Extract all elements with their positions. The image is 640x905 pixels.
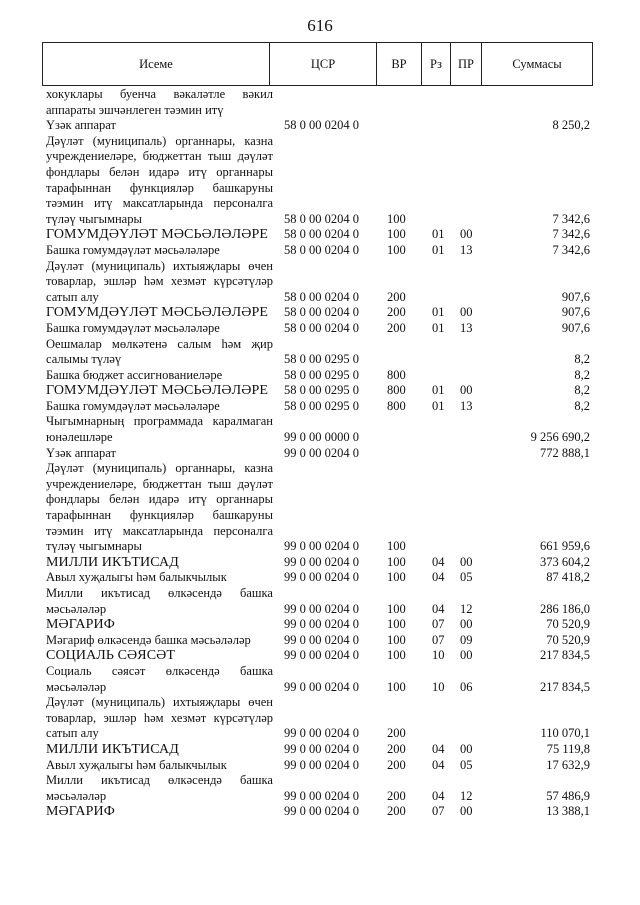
row-sum: 8,2 [574,367,590,382]
row-rz: 10 [432,679,445,694]
row-csr: 99 0 00 0204 0 [284,554,359,569]
row-sum: 286 186,0 [540,601,590,616]
row-pr: 00 [460,305,473,320]
row-sum: 907,6 [561,320,590,335]
row-vr: 800 [387,367,406,382]
row-rz: 04 [432,554,445,569]
row-rz: 01 [432,227,445,242]
row-sum: 8,2 [574,352,590,367]
row-name: Башка гомумдәүләт мәсьәләләре [46,242,220,257]
row-name: Социаль сәясәт өлкәсендә башка мәсьәләләр [46,663,273,694]
row-rz: 07 [432,617,445,632]
row-vr: 800 [387,383,406,398]
table-row [46,742,592,758]
row-pr: 09 [460,632,473,647]
row-csr: 99 0 00 0204 0 [284,804,359,819]
table-row [46,617,592,633]
row-name: Дәүләт (муниципаль) органнары, казна учреждениеләре, бюджеттан тыш дәүләт фондлары белән идарә итү органнары тарафыннан функцияләр башкаруны тәэмин итү максатларында персоналга түләү чыгымнары [46,461,273,554]
row-sum: 110 070,1 [540,726,590,741]
row-vr: 200 [387,320,406,335]
row-rz: 01 [432,242,445,257]
row-name: Башка гомумдәүләт мәсьәләләре [46,398,220,413]
row-rz: 04 [432,570,445,585]
row-csr: 99 0 00 0204 0 [284,601,359,616]
row-csr: 58 0 00 0295 0 [284,383,359,398]
table-row [46,414,592,445]
row-name: Милли икътисад өлкәсендә башка мәсьәләләр [46,586,273,616]
row-csr: 99 0 00 0204 0 [284,648,359,663]
row-name: Дәүләт (муниципаль) ихтыяҗлары өчен товарлар, эшләр һәм хезмәт күрсәтүләр сатып алу [46,258,273,304]
row-vr: 100 [387,211,406,226]
row-csr: 99 0 00 0204 0 [284,632,359,647]
table-row [46,321,592,337]
row-csr: 99 0 00 0204 0 [284,757,359,772]
row-pr: 06 [460,679,473,694]
row-pr: 13 [460,398,473,413]
row-csr: 58 0 00 0204 0 [284,118,359,133]
row-rz: 01 [432,305,445,320]
row-pr: 00 [460,554,473,569]
row-sum: 70 520,9 [546,632,590,647]
row-csr: 99 0 00 0204 0 [284,788,359,803]
row-name: Үзәк аппарат [46,445,116,460]
row-name: Башка гомумдәүләт мәсьәләләре [46,320,220,335]
row-vr: 200 [387,741,406,756]
table-row [46,87,592,118]
row-rz: 04 [432,601,445,616]
row-csr: 99 0 00 0204 0 [284,539,359,554]
table-row [46,305,592,321]
row-name: Чыгымнарның программада каралмаган юнәлешләре [46,414,273,445]
row-csr: 58 0 00 0204 0 [284,227,359,242]
row-csr: 58 0 00 0295 0 [284,398,359,413]
row-rz: 01 [432,398,445,413]
row-name: Авыл хуҗалыгы һәм балыкчылык [46,757,227,772]
page-number: 616 [307,16,333,35]
table-row [46,695,592,742]
row-name: ГОМУМДӘҮЛӘТ МӘСЬӘЛӘЛӘРЕ [46,227,268,243]
table-row [46,337,592,368]
row-rz: 04 [432,741,445,756]
row-pr: 00 [460,804,473,819]
row-vr: 200 [387,757,406,772]
row-sum: 75 119,8 [546,741,590,756]
row-csr: 58 0 00 0204 0 [284,242,359,257]
row-sum: 217 834,5 [540,679,590,694]
table-row [46,461,592,555]
row-name: МИЛЛИ ИКЪТИСАД [46,554,179,570]
row-csr: 99 0 00 0204 0 [284,741,359,756]
row-sum: 13 388,1 [546,804,590,819]
column-header-rz: Рз [422,43,451,86]
row-name: Үзәк аппарат [46,118,116,133]
row-csr: 99 0 00 0204 0 [284,570,359,585]
row-pr: 12 [460,601,473,616]
row-sum: 8,2 [574,398,590,413]
table-row [46,399,592,415]
row-rz: 04 [432,757,445,772]
row-pr: 12 [460,788,473,803]
table-row [46,259,592,306]
table-row [46,758,592,774]
row-sum: 7 342,6 [552,227,590,242]
row-sum: 661 959,6 [540,539,590,554]
table-header [42,42,593,86]
row-csr: 99 0 00 0204 0 [284,726,359,741]
row-vr: 200 [387,804,406,819]
row-name: МӘГАРИФ [46,617,115,633]
table-body [46,87,592,820]
row-sum: 17 632,9 [546,757,590,772]
table-row [46,648,592,664]
row-name: Башка бюджет ассигнованиеләре [46,367,223,382]
row-csr: 58 0 00 0295 0 [284,352,359,367]
table-row [46,664,592,695]
row-vr: 100 [387,601,406,616]
row-sum: 907,6 [561,289,590,304]
row-rz: 07 [432,804,445,819]
row-csr: 58 0 00 0204 0 [284,305,359,320]
row-pr: 05 [460,757,473,772]
table-row [46,134,592,228]
row-rz: 10 [432,648,445,663]
row-sum: 9 256 690,2 [530,430,590,445]
row-sum: 8,2 [574,383,590,398]
row-pr: 13 [460,320,473,335]
row-vr: 800 [387,398,406,413]
row-sum: 8 250,2 [552,118,590,133]
row-sum: 373 604,2 [540,554,590,569]
row-name: СОЦИАЛЬ СӘЯСӘТ [46,648,175,664]
table-row [46,570,592,586]
row-pr: 00 [460,741,473,756]
row-vr: 200 [387,788,406,803]
row-sum: 907,6 [561,305,590,320]
table-row [46,446,592,462]
row-vr: 100 [387,617,406,632]
row-name: ГОМУМДӘҮЛӘТ МӘСЬӘЛӘЛӘРЕ [46,305,268,321]
row-name: хокуклары буенча вәкаләтле вәкил аппараты эшчәнлеген тәэмин итү [46,87,273,117]
column-header-vr: ВР [377,43,422,86]
row-name: ГОМУМДӘҮЛӘТ МӘСЬӘЛӘЛӘРЕ [46,383,268,399]
row-rz: 04 [432,788,445,803]
row-pr: 00 [460,227,473,242]
row-name: Мәгариф өлкәсендә башка мәсьәләләр [46,632,251,647]
column-header-pr: ПР [451,43,482,86]
table-row [46,633,592,649]
table-row [46,586,592,617]
row-vr: 100 [387,570,406,585]
row-vr: 100 [387,679,406,694]
table-row [46,368,592,384]
table-row [46,118,592,134]
row-vr: 100 [387,648,406,663]
row-vr: 200 [387,726,406,741]
row-sum: 217 834,5 [540,648,590,663]
row-csr: 99 0 00 0204 0 [284,679,359,694]
row-name: Дәүләт (муниципаль) органнары, казна учреждениеләре, бюджеттан тыш дәүләт фондлары белән идарә итү органнары тарафыннан функцияләр башкаруны тәэмин итү максатларында персоналга түләү чыгымнары [46,133,273,226]
row-csr: 99 0 00 0000 0 [284,430,359,445]
row-name: МИЛЛИ ИКЪТИСАД [46,741,179,757]
row-vr: 100 [387,227,406,242]
row-vr: 100 [387,632,406,647]
row-pr: 00 [460,383,473,398]
row-sum: 772 888,1 [540,445,590,460]
row-csr: 58 0 00 0204 0 [284,289,359,304]
table-row [46,804,592,820]
row-name: МӘГАРИФ [46,804,115,820]
row-rz: 01 [432,383,445,398]
row-name: Милли икътисад өлкәсендә башка мәсьәләләр [46,773,273,803]
table-row [46,227,592,243]
row-name: Авыл хуҗалыгы һәм балыкчылык [46,570,227,585]
row-csr: 58 0 00 0295 0 [284,367,359,382]
row-rz: 07 [432,632,445,647]
row-vr: 100 [387,242,406,257]
column-header-sum: Суммасы [482,43,593,86]
row-sum: 57 486,9 [546,788,590,803]
row-pr: 00 [460,648,473,663]
row-csr: 58 0 00 0204 0 [284,320,359,335]
row-vr: 100 [387,539,406,554]
column-header-name: Исеме [43,43,270,86]
row-vr: 100 [387,554,406,569]
row-pr: 05 [460,570,473,585]
row-pr: 00 [460,617,473,632]
row-name: Оешмалар мөлкәтенә салым һәм җир салымы түләү [46,336,273,367]
row-sum: 7 342,6 [552,211,590,226]
row-pr: 13 [460,242,473,257]
row-csr: 99 0 00 0204 0 [284,445,359,460]
row-vr: 200 [387,289,406,304]
row-sum: 7 342,6 [552,242,590,257]
row-rz: 01 [432,320,445,335]
row-csr: 99 0 00 0204 0 [284,617,359,632]
table-row [46,243,592,259]
row-name: Дәүләт (муниципаль) ихтыяҗлары өчен товарлар, эшләр һәм хезмәт күрсәтүләр сатып алу [46,695,273,741]
table-row [46,773,592,804]
column-header-csr: ЦСР [270,43,377,86]
row-sum: 87 418,2 [546,570,590,585]
row-sum: 70 520,9 [546,617,590,632]
row-csr: 58 0 00 0204 0 [284,211,359,226]
table-row [46,555,592,571]
row-vr: 200 [387,305,406,320]
table-row [46,383,592,399]
